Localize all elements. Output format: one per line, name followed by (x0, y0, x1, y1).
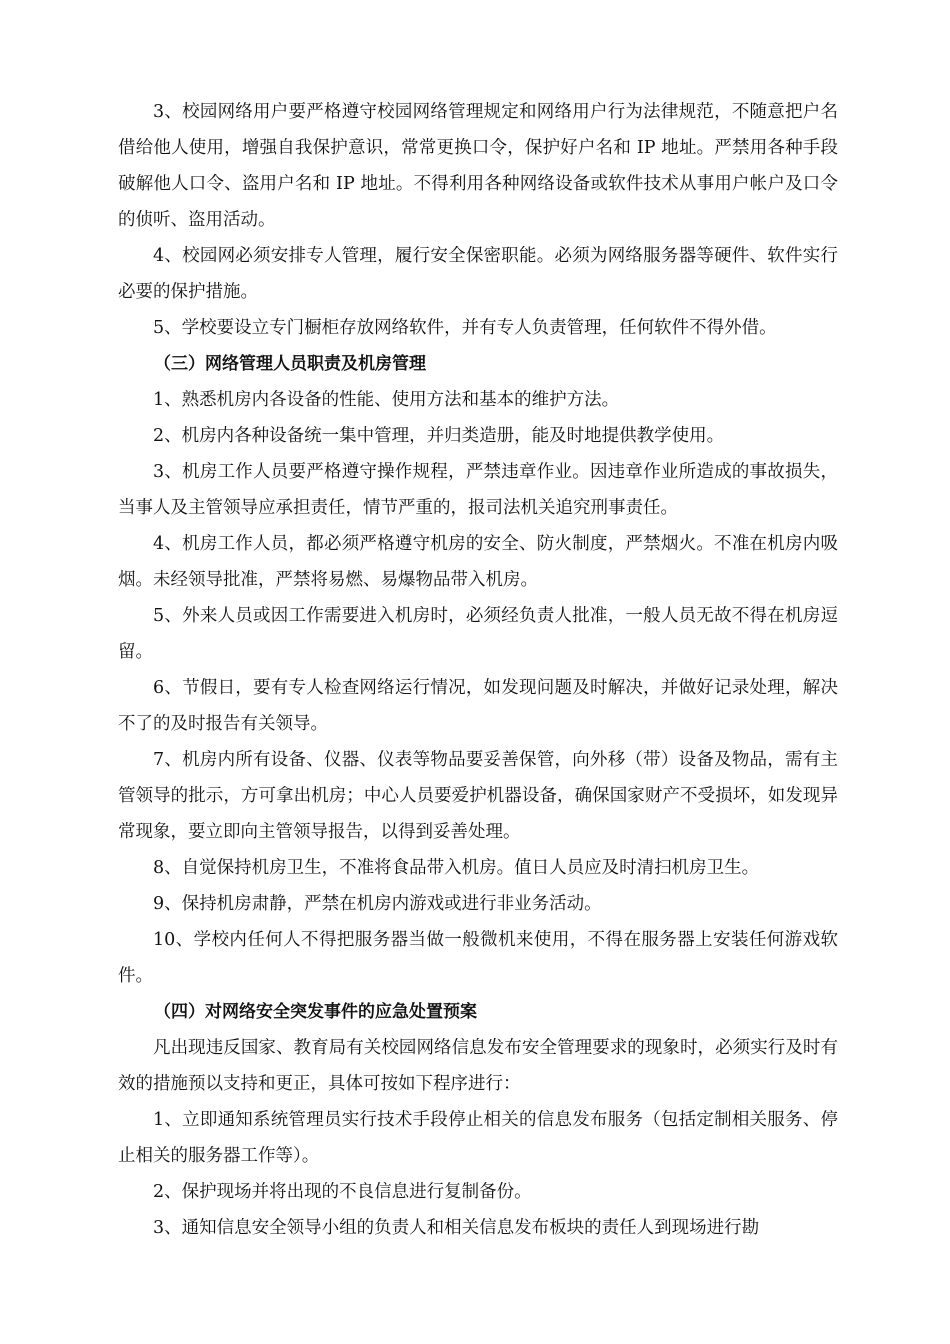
paragraph: 6、节假日，要有专人检查网络运行情况，如发现问题及时解决，并做好记录处理，解决不了的及时报告有关领导。 (118, 678, 838, 734)
paragraph: 5、外来人员或因工作需要进入机房时，必须经负责人批准，一般人员无故不得在机房逗留。 (118, 606, 838, 662)
paragraph: 4、校园网必须安排专人管理，履行安全保密职能。必须为网络服务器等硬件、软件实行必要的保护措施。 (118, 246, 838, 302)
paragraph: 3、校园网络用户要严格遵守校园网络管理规定和网络用户行为法律规范，不随意把户名借给他人使用，增强自我保护意识，常常更换口令，保护好户名和 IP 地址。严禁用各种手段破解他人口令、盗用户名和 IP 地址。不得利用各种网络设备或软件技术从事用户帐户及口令的侦听、盗用活动。 (118, 102, 838, 230)
paragraph: 9、保持机房肃静，严禁在机房内游戏或进行非业务活动。 (153, 894, 602, 914)
paragraph: 凡出现违反国家、教育局有关校园网络信息发布安全管理要求的现象时，必须实行及时有效的措施预以支持和更正，具体可按如下程序进行： (118, 1038, 838, 1094)
paragraph: 4、机房工作人员，都必须严格遵守机房的安全、防火制度，严禁烟火。不准在机房内吸烟。未经领导批准，严禁将易燃、易爆物品带入机房。 (118, 534, 838, 590)
paragraph: 2、机房内各种设备统一集中管理，并归类造册，能及时地提供教学使用。 (153, 426, 725, 446)
paragraph: 3、通知信息安全领导小组的负责人和相关信息发布板块的责任人到现场进行勘 (153, 1218, 760, 1238)
paragraph: 8、自觉保持机房卫生，不准将食品带入机房。值日人员应及时清扫机房卫生。 (153, 858, 760, 878)
document-page (118, 94, 838, 1246)
paragraph: 7、机房内所有设备、仪器、仪表等物品要妥善保管，向外移（带）设备及物品，需有主管领导的批示，方可拿出机房；中心人员要爱护机器设备，确保国家财产不受损坏，如发现异常现象，要立即向主管领导报告，以得到妥善处理。 (118, 750, 838, 842)
section-heading: （三）网络管理人员职责及机房管理 (154, 354, 426, 374)
paragraph: 10、学校内任何人不得把服务器当做一般微机来使用，不得在服务器上安装任何游戏软件。 (118, 930, 838, 986)
paragraph: 3、机房工作人员要严格遵守操作规程，严禁违章作业。因违章作业所造成的事故损失，当事人及主管领导应承担责任，情节严重的，报司法机关追究刑事责任。 (118, 462, 838, 518)
section-heading: （四）对网络安全突发事件的应急处置预案 (154, 1002, 477, 1022)
paragraph: 1、熟悉机房内各设备的性能、使用方法和基本的维护方法。 (153, 390, 620, 410)
paragraph: 5、学校要设立专门橱柜存放网络软件，并有专人负责管理，任何软件不得外借。 (153, 318, 777, 338)
paragraph: 2、保护现场并将出现的不良信息进行复制备份。 (153, 1182, 532, 1202)
paragraph: 1、立即通知系统管理员实行技术手段停止相关的信息发布服务（包括定制相关服务、停止相关的服务器工作等）。 (118, 1110, 838, 1166)
